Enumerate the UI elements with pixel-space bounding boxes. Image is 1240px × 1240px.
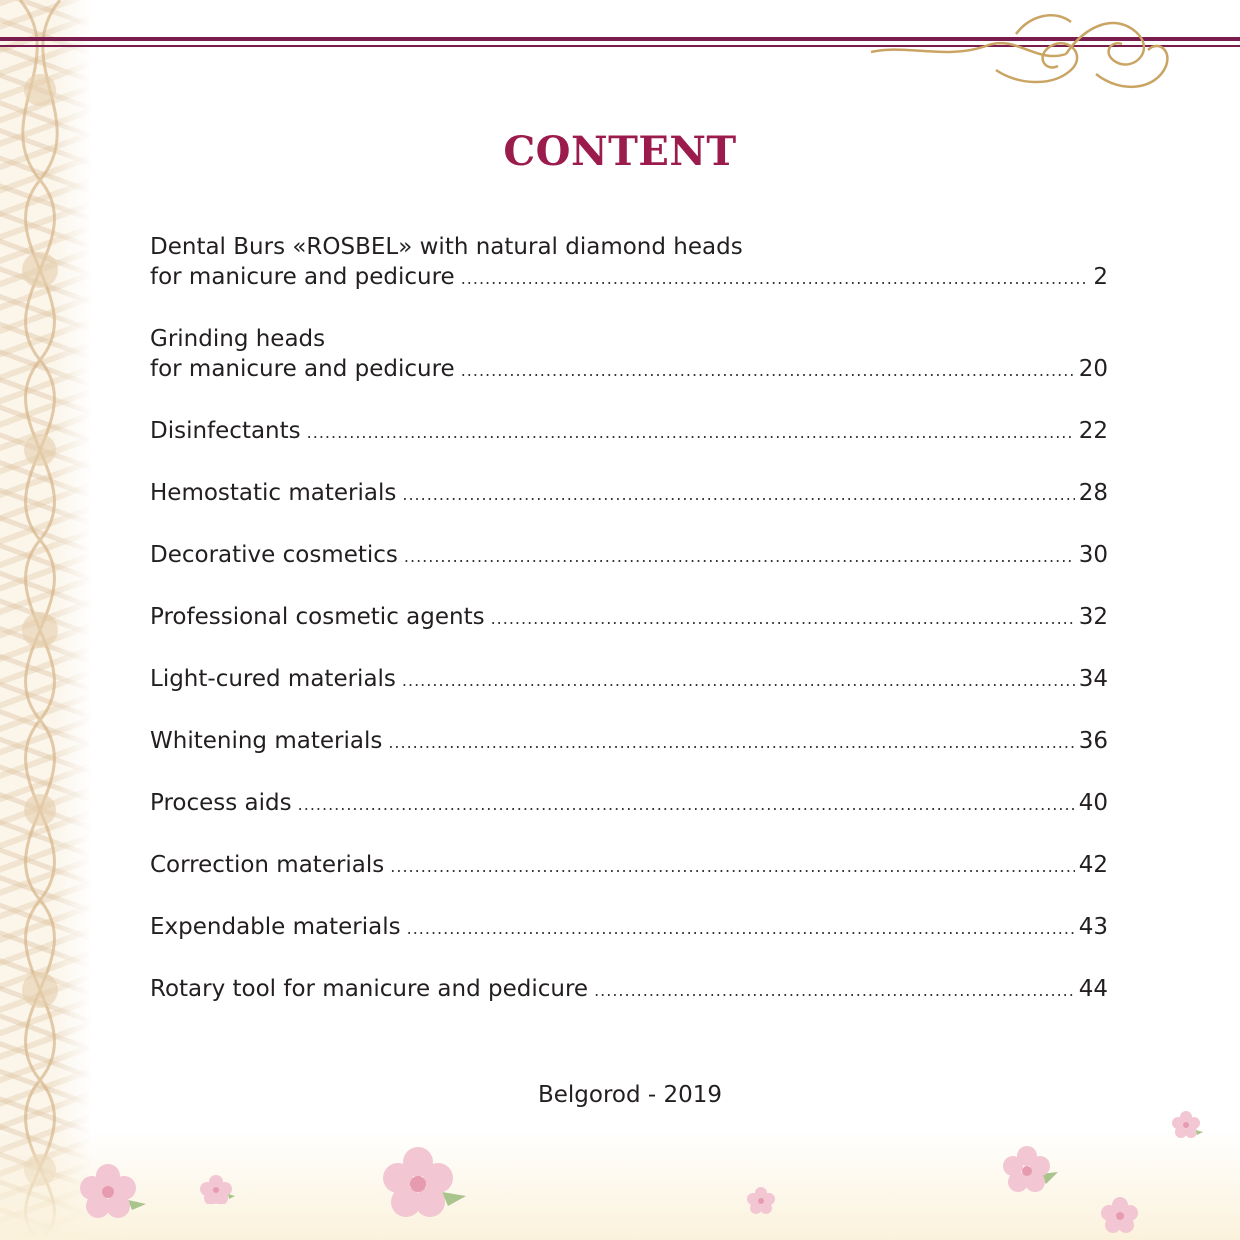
page-title: CONTENT [503, 128, 737, 175]
flower-icon [1100, 1196, 1144, 1234]
toc-entry-label: Decorative cosmetics [150, 542, 398, 568]
dot-leader [388, 728, 1074, 758]
toc-entry-label: Dental Burs «ROSBEL» with natural diamond heads [150, 234, 743, 260]
toc-entry-dental-burs[interactable] [150, 232, 1108, 294]
dot-leader [594, 976, 1075, 1006]
flower-icon [378, 1144, 468, 1220]
toc-page-number: 42 [1078, 852, 1108, 878]
flower-icon [1172, 1110, 1204, 1138]
toc-page-number: 44 [1078, 976, 1108, 1002]
dot-leader [298, 790, 1075, 820]
toc-page-number: 36 [1078, 728, 1108, 754]
flower-icon [78, 1160, 148, 1220]
toc-entry-label: Whitening materials [150, 728, 383, 754]
toc-entry-label: Grinding heads [150, 326, 326, 352]
dot-leader [390, 852, 1074, 882]
toc-entry-light-cured[interactable] [150, 664, 1108, 696]
toc-entry-label: Correction materials [150, 852, 385, 878]
toc-page-number: 30 [1078, 542, 1108, 568]
lace-ornament-border [0, 0, 92, 1240]
dot-leader [402, 480, 1074, 510]
toc-entry-label: Process aids [150, 790, 292, 816]
toc-entry-professional[interactable] [150, 602, 1108, 634]
flower-icon [1000, 1144, 1060, 1196]
toc-entry-correction[interactable] [150, 850, 1108, 882]
toc-page-number: 20 [1078, 356, 1108, 382]
toc-page-number: 43 [1078, 914, 1108, 940]
gold-swirl-ornament [866, 4, 1176, 96]
toc-entry-label: Disinfectants [150, 418, 301, 444]
flower-icon [746, 1186, 780, 1214]
dot-leader [461, 264, 1090, 294]
toc-entry-decorative[interactable] [150, 540, 1108, 572]
toc-entry-rotary-tool[interactable] [150, 974, 1108, 1006]
toc-entry-label: Hemostatic materials [150, 480, 397, 506]
toc-page-number: 34 [1078, 666, 1108, 692]
dot-leader [402, 666, 1075, 696]
toc-page-number: 2 [1093, 264, 1108, 290]
toc-entry-label: Expendable materials [150, 914, 401, 940]
toc-entry-label: Professional cosmetic agents [150, 604, 485, 630]
dot-leader [461, 356, 1075, 386]
toc-entry-label: Rotary tool for manicure and pedicure [150, 976, 589, 1002]
toc-entry-label: for manicure and pedicure [150, 264, 455, 290]
toc-entry-disinfectants[interactable] [150, 416, 1108, 448]
toc-page-number: 32 [1078, 604, 1108, 630]
lace-pattern-graphic [0, 0, 92, 1240]
dot-leader [407, 914, 1075, 944]
toc-entry-label: for manicure and pedicure [150, 356, 455, 382]
footer-place-year: Belgorod - 2019 [537, 1082, 723, 1108]
toc-page-number: 22 [1078, 418, 1108, 444]
toc-page-number: 28 [1078, 480, 1108, 506]
toc-entry-expendable[interactable] [150, 912, 1108, 944]
toc-page-number: 40 [1078, 790, 1108, 816]
dot-leader [307, 418, 1075, 448]
toc-entry-process-aids[interactable] [150, 788, 1108, 820]
toc-entry-hemostatic[interactable] [150, 478, 1108, 510]
flower-icon [200, 1174, 236, 1204]
toc-entry-grinding-heads[interactable] [150, 324, 1108, 386]
toc-entry-label: Light-cured materials [150, 666, 396, 692]
toc-entry-whitening[interactable] [150, 726, 1108, 758]
table-of-contents [150, 232, 1108, 1006]
dot-leader [491, 604, 1075, 634]
dot-leader [404, 542, 1075, 572]
